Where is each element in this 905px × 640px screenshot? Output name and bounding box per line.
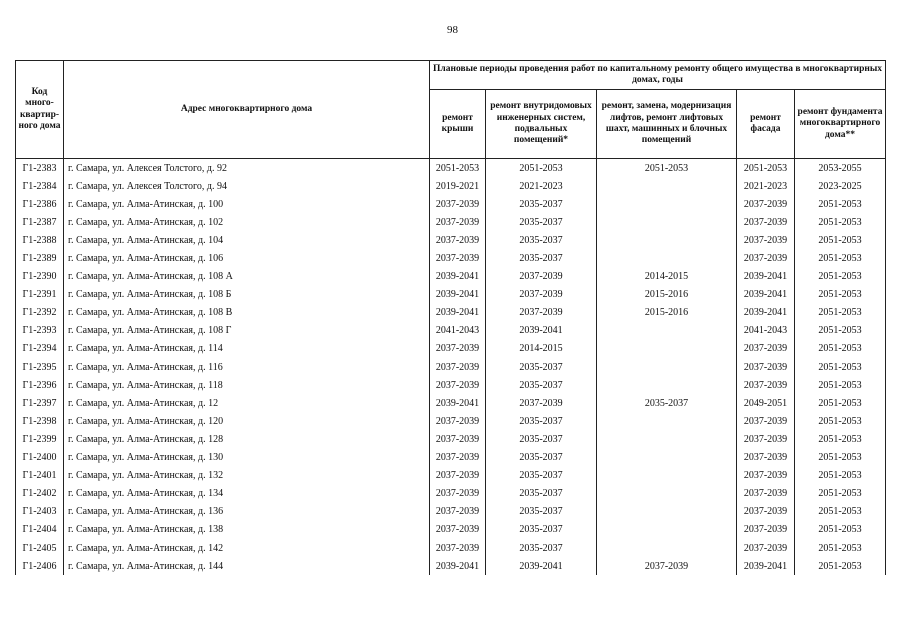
cell-foundation: 2023-2025 — [795, 177, 886, 195]
cell-roof: 2039-2041 — [430, 557, 486, 575]
cell-facade: 2039-2041 — [737, 304, 795, 322]
table-row — [16, 358, 886, 376]
cell-roof: 2041-2043 — [430, 322, 486, 340]
cell-code: Г1-2401 — [16, 467, 64, 485]
cell-code: Г1-2404 — [16, 521, 64, 539]
cell-address: г. Самара, ул. Алма-Атинская, д. 120 — [64, 412, 430, 430]
page-number: 98 — [447, 24, 458, 36]
cell-systems: 2037-2039 — [486, 268, 597, 286]
cell-code: Г1-2389 — [16, 249, 64, 267]
cell-facade: 2037-2039 — [737, 503, 795, 521]
table-row — [16, 412, 886, 430]
cell-address: г. Самара, ул. Алма-Атинская, д. 136 — [64, 503, 430, 521]
cell-roof: 2037-2039 — [430, 249, 486, 267]
cell-foundation: 2053-2055 — [795, 159, 886, 178]
cell-code: Г1-2406 — [16, 557, 64, 575]
cell-code: Г1-2403 — [16, 503, 64, 521]
header-code: Код много-квартир-ного дома — [16, 61, 64, 159]
cell-address: г. Самара, ул. Алма-Атинская, д. 12 — [64, 394, 430, 412]
table-row — [16, 539, 886, 557]
cell-lifts — [597, 195, 737, 213]
table-row — [16, 322, 886, 340]
cell-foundation: 2051-2053 — [795, 304, 886, 322]
cell-lifts — [597, 539, 737, 557]
cell-lifts: 2014-2015 — [597, 268, 737, 286]
cell-code: Г1-2383 — [16, 159, 64, 178]
cell-roof: 2051-2053 — [430, 159, 486, 178]
cell-address: г. Самара, ул. Алма-Атинская, д. 100 — [64, 195, 430, 213]
header-periods-group: Плановые периоды проведения работ по капитальному ремонту общего имущества в многоквартирных домах, годы — [430, 61, 886, 90]
cell-roof: 2039-2041 — [430, 268, 486, 286]
cell-systems: 2035-2037 — [486, 539, 597, 557]
cell-systems: 2035-2037 — [486, 430, 597, 448]
table-row — [16, 503, 886, 521]
cell-lifts — [597, 376, 737, 394]
cell-foundation: 2051-2053 — [795, 358, 886, 376]
cell-lifts — [597, 177, 737, 195]
cell-systems: 2021-2023 — [486, 177, 597, 195]
cell-roof: 2037-2039 — [430, 231, 486, 249]
cell-address: г. Самара, ул. Алма-Атинская, д. 128 — [64, 430, 430, 448]
cell-lifts — [597, 485, 737, 503]
cell-roof: 2037-2039 — [430, 195, 486, 213]
repair-schedule-table — [15, 60, 886, 575]
cell-code: Г1-2392 — [16, 304, 64, 322]
cell-address: г. Самара, ул. Алма-Атинская, д. 132 — [64, 467, 430, 485]
cell-address: г. Самара, ул. Алексея Толстого, д. 92 — [64, 159, 430, 178]
cell-systems: 2039-2041 — [486, 322, 597, 340]
table-row — [16, 268, 886, 286]
cell-facade: 2037-2039 — [737, 195, 795, 213]
cell-systems: 2035-2037 — [486, 213, 597, 231]
header-lifts: ремонт, замена, модернизация лифтов, ремонт лифтовых шахт, машинных и блочных помещений — [597, 90, 737, 159]
cell-facade: 2037-2039 — [737, 412, 795, 430]
cell-address: г. Самара, ул. Алма-Атинская, д. 104 — [64, 231, 430, 249]
cell-foundation: 2051-2053 — [795, 213, 886, 231]
cell-code: Г1-2395 — [16, 358, 64, 376]
cell-roof: 2037-2039 — [430, 467, 486, 485]
cell-facade: 2037-2039 — [737, 485, 795, 503]
cell-address: г. Самара, ул. Алма-Атинская, д. 134 — [64, 485, 430, 503]
cell-roof: 2037-2039 — [430, 412, 486, 430]
cell-systems: 2035-2037 — [486, 503, 597, 521]
cell-code: Г1-2388 — [16, 231, 64, 249]
cell-code: Г1-2384 — [16, 177, 64, 195]
cell-address: г. Самара, ул. Алма-Атинская, д. 130 — [64, 449, 430, 467]
cell-roof: 2037-2039 — [430, 449, 486, 467]
cell-facade: 2037-2039 — [737, 358, 795, 376]
cell-facade: 2039-2041 — [737, 557, 795, 575]
cell-lifts — [597, 213, 737, 231]
cell-systems: 2035-2037 — [486, 231, 597, 249]
cell-roof: 2037-2039 — [430, 485, 486, 503]
table-row — [16, 286, 886, 304]
header-systems: ремонт внутридомовых инженерных систем, подвальных помещений* — [486, 90, 597, 159]
cell-facade: 2039-2041 — [737, 286, 795, 304]
cell-facade: 2021-2023 — [737, 177, 795, 195]
cell-roof: 2039-2041 — [430, 304, 486, 322]
cell-foundation: 2051-2053 — [795, 467, 886, 485]
cell-systems: 2035-2037 — [486, 195, 597, 213]
cell-foundation: 2051-2053 — [795, 376, 886, 394]
cell-foundation: 2051-2053 — [795, 394, 886, 412]
cell-code: Г1-2398 — [16, 412, 64, 430]
cell-code: Г1-2402 — [16, 485, 64, 503]
cell-address: г. Самара, ул. Алма-Атинская, д. 108 В — [64, 304, 430, 322]
cell-systems: 2037-2039 — [486, 394, 597, 412]
cell-address: г. Самара, ул. Алма-Атинская, д. 118 — [64, 376, 430, 394]
cell-facade: 2037-2039 — [737, 249, 795, 267]
cell-foundation: 2051-2053 — [795, 503, 886, 521]
cell-roof: 2037-2039 — [430, 503, 486, 521]
cell-lifts — [597, 322, 737, 340]
table-row — [16, 449, 886, 467]
header-facade: ремонт фасада — [737, 90, 795, 159]
cell-facade: 2049-2051 — [737, 394, 795, 412]
cell-address: г. Самара, ул. Алма-Атинская, д. 108 Г — [64, 322, 430, 340]
cell-roof: 2037-2039 — [430, 539, 486, 557]
cell-code: Г1-2394 — [16, 340, 64, 358]
table-row — [16, 195, 886, 213]
cell-code: Г1-2396 — [16, 376, 64, 394]
cell-foundation: 2051-2053 — [795, 539, 886, 557]
cell-foundation: 2051-2053 — [795, 195, 886, 213]
cell-roof: 2039-2041 — [430, 286, 486, 304]
cell-address: г. Самара, ул. Алма-Атинская, д. 114 — [64, 340, 430, 358]
table-row — [16, 177, 886, 195]
cell-roof: 2037-2039 — [430, 340, 486, 358]
cell-facade: 2037-2039 — [737, 467, 795, 485]
table-row — [16, 394, 886, 412]
cell-systems: 2039-2041 — [486, 557, 597, 575]
cell-code: Г1-2386 — [16, 195, 64, 213]
cell-lifts — [597, 503, 737, 521]
cell-systems: 2014-2015 — [486, 340, 597, 358]
cell-lifts — [597, 521, 737, 539]
table-row — [16, 521, 886, 539]
header-address: Адрес многоквартирного дома — [64, 61, 430, 159]
header-foundation: ремонт фундамента многоквартирного дома** — [795, 90, 886, 159]
cell-lifts: 2015-2016 — [597, 304, 737, 322]
cell-code: Г1-2400 — [16, 449, 64, 467]
table-body — [16, 159, 886, 576]
cell-facade: 2037-2039 — [737, 449, 795, 467]
cell-systems: 2037-2039 — [486, 286, 597, 304]
cell-address: г. Самара, ул. Алма-Атинская, д. 108 Б — [64, 286, 430, 304]
cell-roof: 2037-2039 — [430, 430, 486, 448]
cell-facade: 2037-2039 — [737, 231, 795, 249]
cell-facade: 2051-2053 — [737, 159, 795, 178]
cell-foundation: 2051-2053 — [795, 412, 886, 430]
cell-roof: 2037-2039 — [430, 376, 486, 394]
cell-address: г. Самара, ул. Алма-Атинская, д. 142 — [64, 539, 430, 557]
cell-code: Г1-2405 — [16, 539, 64, 557]
cell-lifts — [597, 430, 737, 448]
cell-lifts — [597, 340, 737, 358]
cell-foundation: 2051-2053 — [795, 485, 886, 503]
table-row — [16, 213, 886, 231]
cell-code: Г1-2390 — [16, 268, 64, 286]
cell-facade: 2037-2039 — [737, 521, 795, 539]
cell-code: Г1-2399 — [16, 430, 64, 448]
cell-systems: 2037-2039 — [486, 304, 597, 322]
table-row — [16, 485, 886, 503]
cell-lifts — [597, 231, 737, 249]
cell-address: г. Самара, ул. Алма-Атинская, д. 102 — [64, 213, 430, 231]
cell-facade: 2039-2041 — [737, 268, 795, 286]
cell-foundation: 2051-2053 — [795, 322, 886, 340]
cell-lifts: 2015-2016 — [597, 286, 737, 304]
cell-address: г. Самара, ул. Алма-Атинская, д. 108 А — [64, 268, 430, 286]
cell-systems: 2035-2037 — [486, 358, 597, 376]
cell-lifts: 2035-2037 — [597, 394, 737, 412]
cell-foundation: 2051-2053 — [795, 268, 886, 286]
cell-address: г. Самара, ул. Алма-Атинская, д. 138 — [64, 521, 430, 539]
cell-facade: 2037-2039 — [737, 376, 795, 394]
cell-foundation: 2051-2053 — [795, 286, 886, 304]
table-row — [16, 467, 886, 485]
cell-foundation: 2051-2053 — [795, 557, 886, 575]
cell-address: г. Самара, ул. Алексея Толстого, д. 94 — [64, 177, 430, 195]
cell-systems: 2035-2037 — [486, 412, 597, 430]
cell-code: Г1-2387 — [16, 213, 64, 231]
cell-code: Г1-2397 — [16, 394, 64, 412]
table-row — [16, 430, 886, 448]
table-row — [16, 249, 886, 267]
cell-foundation: 2051-2053 — [795, 449, 886, 467]
cell-roof: 2037-2039 — [430, 521, 486, 539]
cell-foundation: 2051-2053 — [795, 521, 886, 539]
cell-lifts — [597, 249, 737, 267]
cell-roof: 2037-2039 — [430, 358, 486, 376]
cell-facade: 2037-2039 — [737, 430, 795, 448]
cell-lifts — [597, 358, 737, 376]
cell-foundation: 2051-2053 — [795, 231, 886, 249]
cell-systems: 2035-2037 — [486, 521, 597, 539]
cell-foundation: 2051-2053 — [795, 249, 886, 267]
cell-facade: 2041-2043 — [737, 322, 795, 340]
cell-systems: 2035-2037 — [486, 449, 597, 467]
cell-lifts: 2037-2039 — [597, 557, 737, 575]
cell-lifts: 2051-2053 — [597, 159, 737, 178]
cell-lifts — [597, 449, 737, 467]
cell-roof: 2039-2041 — [430, 394, 486, 412]
cell-systems: 2035-2037 — [486, 485, 597, 503]
table-header — [16, 61, 886, 159]
cell-address: г. Самара, ул. Алма-Атинская, д. 106 — [64, 249, 430, 267]
cell-address: г. Самара, ул. Алма-Атинская, д. 144 — [64, 557, 430, 575]
cell-foundation: 2051-2053 — [795, 430, 886, 448]
table-row — [16, 557, 886, 575]
cell-roof: 2037-2039 — [430, 213, 486, 231]
table-row — [16, 231, 886, 249]
cell-address: г. Самара, ул. Алма-Атинская, д. 116 — [64, 358, 430, 376]
cell-lifts — [597, 412, 737, 430]
table-row — [16, 159, 886, 178]
table-row — [16, 340, 886, 358]
cell-systems: 2035-2037 — [486, 376, 597, 394]
cell-code: Г1-2391 — [16, 286, 64, 304]
cell-roof: 2019-2021 — [430, 177, 486, 195]
cell-foundation: 2051-2053 — [795, 340, 886, 358]
cell-systems: 2051-2053 — [486, 159, 597, 178]
cell-code: Г1-2393 — [16, 322, 64, 340]
cell-lifts — [597, 467, 737, 485]
table-row — [16, 304, 886, 322]
header-roof: ремонт крыши — [430, 90, 486, 159]
cell-facade: 2037-2039 — [737, 340, 795, 358]
cell-systems: 2035-2037 — [486, 249, 597, 267]
cell-facade: 2037-2039 — [737, 539, 795, 557]
cell-systems: 2035-2037 — [486, 467, 597, 485]
cell-facade: 2037-2039 — [737, 213, 795, 231]
table-row — [16, 376, 886, 394]
